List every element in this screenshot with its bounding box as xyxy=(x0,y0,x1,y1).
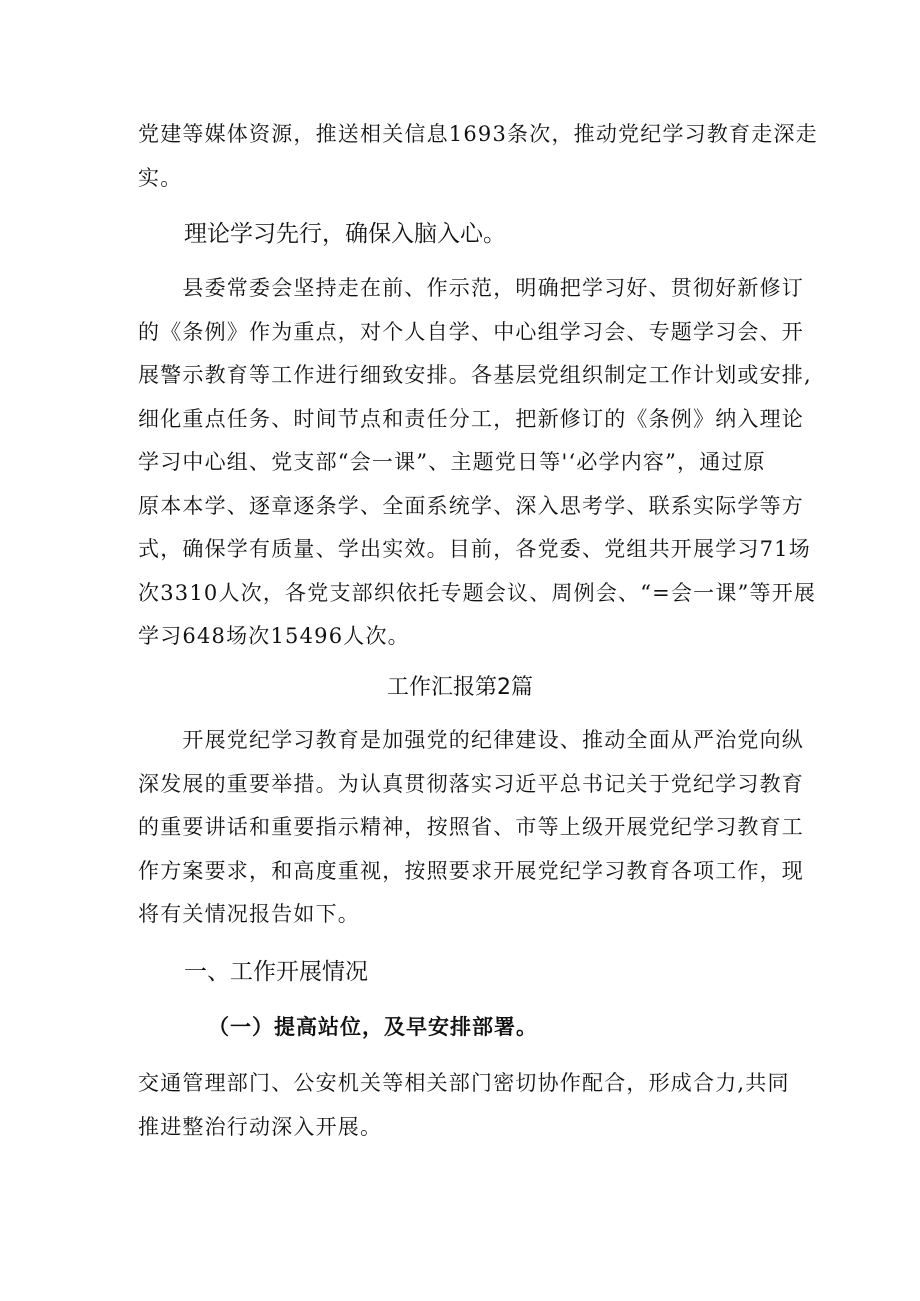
text-line: 作方案要求，和高度重视，按照要求开展党纪学习教育各项工作，现 xyxy=(138,858,804,883)
text-line: 的《条例》作为重点，对个人自学、中心组学习会、专题学习会、开 xyxy=(138,319,804,344)
heading-theory-study: 理论学习先行，确保入脑入心。 xyxy=(184,221,506,247)
text-line: 式，确保学有质量、学出实效。目前，各党委、党组共开展学习71场 xyxy=(138,537,811,561)
text-line: 将有关情况报告如下。 xyxy=(138,902,360,926)
text-line: 开展党纪学习教育是加强党的纪律建设、推动全面从严治党向纵 xyxy=(138,728,804,752)
text-line: 县委常委会坚持走在前、作示范，明确把学习好、贯彻好新修订 xyxy=(138,276,804,300)
text-line: 细化重点任务、时间节点和责任分工，把新修订的《条例》纳入理论 xyxy=(138,406,804,431)
paragraph-media-resources xyxy=(138,113,818,200)
text-line: 推进整治行动深入开展。 xyxy=(138,1114,383,1139)
report-title: 工作汇报第2篇 xyxy=(387,675,533,700)
text-line: 次3310人次，各党支部织依托专题会议、周例会、“=会一课”等开展 xyxy=(138,580,817,605)
text-line: 的重要讲话和重要指示精神，按照省、市等上级开展党纪学习教育工 xyxy=(138,815,804,839)
text-line: 展警示教育等工作进行细致安排。各基层党组织制定工作计划或安排, xyxy=(138,363,812,387)
section-heading-work-status: 一、工作开展情况 xyxy=(184,959,368,985)
text-line: 深发展的重要举措。为认真贯彻落实习近平总书记关于党纪学习教育 xyxy=(138,771,804,796)
paragraph-report-intro xyxy=(138,719,804,937)
text-line: 原本本学、逐章逐条学、全面系统学、深入思考学、联系实际学等方 xyxy=(138,493,804,518)
text-line: 学习中心组、党支部“会一课”、主题党日等'‘必学内容”，通过原 xyxy=(138,450,766,474)
text-line: 实。 xyxy=(138,165,183,190)
text-line: 交通管理部门、公安机关等相关部门密切协作配合，形成合力,共同 xyxy=(138,1071,790,1095)
text-line: 党建等媒体资源，推送相关信息1693条次，推动党纪学习教育走深走 xyxy=(138,122,818,146)
paragraph-traffic-cooperation xyxy=(138,1062,790,1149)
paragraph-county-committee xyxy=(138,267,817,659)
text-line: 学习648场次15496人次。 xyxy=(138,624,410,648)
subsection-heading-deployment: （一）提高站位，及早安排部署。 xyxy=(208,1014,538,1039)
